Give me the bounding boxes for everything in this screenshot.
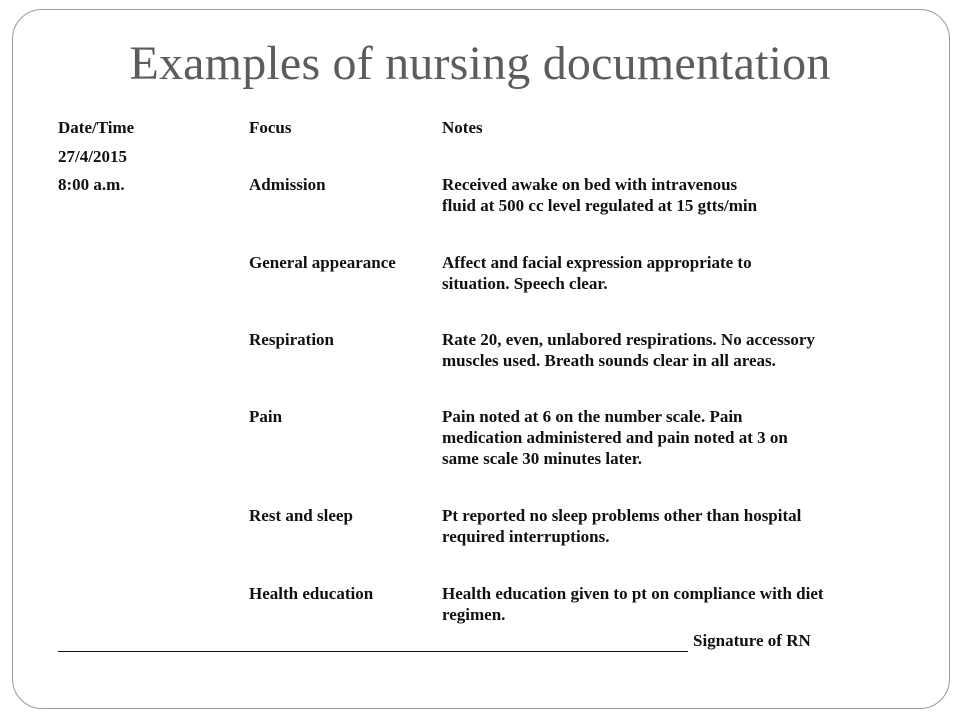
header-date-time: Date/Time [58,118,135,137]
focus-rest-and-sleep: Rest and sleep [249,506,353,525]
notes-pain [442,406,942,469]
notes-line: Pain noted at 6 on the number scale. Pain [442,407,743,426]
notes-line: Received awake on bed with intravenous [442,175,738,194]
notes-line: muscles used. Breath sounds clear in all areas. [442,351,776,370]
notes-health-education [442,583,942,625]
notes-line: required interruptions. [442,527,610,546]
notes-general-appearance [442,252,942,294]
notes-line: same scale 30 minutes later. [442,449,643,468]
notes-line: situation. Speech clear. [442,274,608,293]
notes-rest-and-sleep [442,505,942,547]
page-title: Examples of nursing documentation [129,37,831,90]
notes-line: Affect and facial expression appropriate to [442,253,752,272]
focus-general-appearance: General appearance [249,253,396,272]
notes-admission [442,174,942,216]
entry-time: 8:00 a.m. [58,175,125,194]
focus-health-education: Health education [249,584,374,603]
notes-line: Pt reported no sleep problems other than hospital [442,506,802,525]
signature-label: Signature of RN [693,631,811,650]
focus-admission: Admission [249,175,326,194]
notes-respiration [442,329,942,371]
focus-pain: Pain [249,407,283,426]
header-focus: Focus [249,118,292,137]
signature-line [58,651,688,652]
notes-line: medication administered and pain noted at 3 on [442,428,788,447]
notes-line: Health education given to pt on compliance with diet [442,584,824,603]
notes-line: fluid at 500 cc level regulated at 15 gtts/min [442,196,758,215]
focus-respiration: Respiration [249,330,334,349]
notes-line: Rate 20, even, unlabored respirations. No accessory [442,330,815,349]
entry-date: 27/4/2015 [58,147,127,166]
header-notes: Notes [442,118,483,137]
notes-line: regimen. [442,605,506,624]
